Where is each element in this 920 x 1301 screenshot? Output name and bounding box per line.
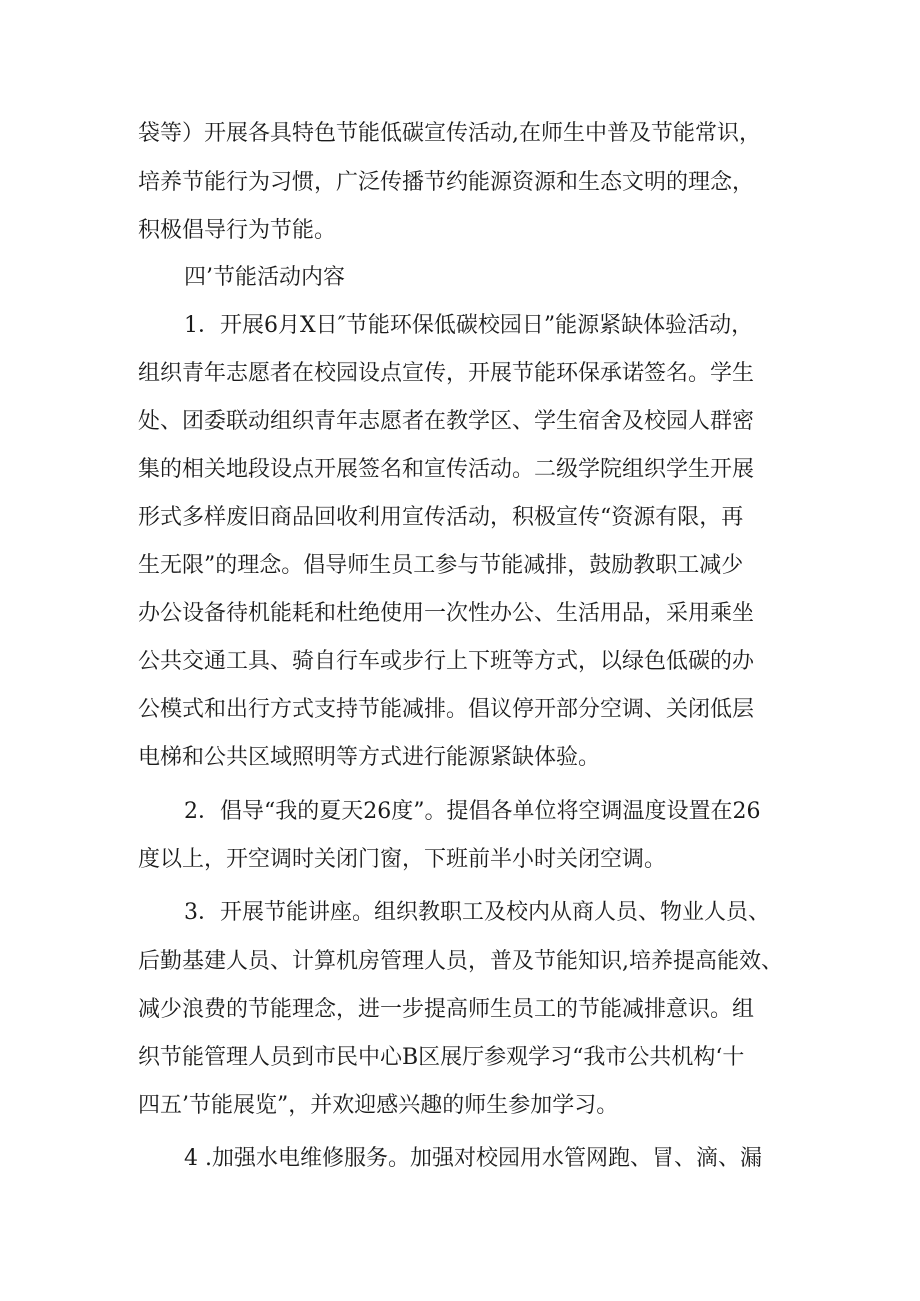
intro-line-3: 积极倡导行为节能。 (138, 218, 337, 243)
item-4-line-1: 4 .加强水电维修服务。加强对校园用水管网跑、冒、滴、漏 (184, 1146, 762, 1171)
item-2-line-1: 2．倡导“我的夏天26度”。提倡各单位将空调温度设置在26 (184, 799, 761, 824)
item-1-line-2: 组织青年志愿者在校园设点宣传，开展节能环保承诺签名。学生 (138, 361, 755, 386)
item-1-line-10: 电梯和公共区域照明等方式进行能源紧缺体验。 (138, 745, 601, 770)
item-3-line-5: 四五’节能展览”，并欢迎感兴趣的师生参加学习。 (138, 1093, 619, 1118)
item-1-line-4: 集的相关地段设点开展签名和宣传活动。二级学院组织学生开展 (138, 457, 755, 482)
section-heading: 四’节能活动内容 (184, 265, 345, 290)
item-3-line-3: 减少浪费的节能理念，进一步提高师生员工的节能减排意识。组 (138, 997, 755, 1022)
item-1-line-7: 办公设备待机能耗和杜绝使用一次性办公、生活用品，采用乘坐 (138, 601, 755, 626)
item-1-line-5: 形式多样废旧商品回收利用宣传活动，积极宣传“资源有限，再 (138, 505, 744, 530)
intro-line-2: 培养节能行为习惯，广泛传播节约能源资源和生态文明的理念， (138, 170, 755, 195)
item-3-line-4: 织节能管理人员到市民中心B区展厅参观学习“我市公共机构‘十 (138, 1045, 745, 1070)
item-1-line-9: 公模式和出行方式支持节能减排。倡议停开部分空调、关闭低层 (138, 697, 755, 722)
item-3-line-1: 3．开展节能讲座。组织教职工及校内从商人员、物业人员、 (184, 900, 770, 925)
item-1-line-6: 生无限”的理念。倡导师生员工参与节能减排，鼓励教职工减少 (138, 553, 744, 578)
item-2-line-2: 度以上，开空调时关闭门窗，下班前半小时关闭空调。 (138, 847, 667, 872)
intro-line-1: 袋等）开展各具特色节能低碳宣传活动,在师生中普及节能常识， (138, 121, 761, 146)
item-1-line-1: 1．开展6月X日″节能环保低碳校园日”能源紧缺体验活动， (184, 313, 754, 338)
item-1-line-8: 公共交通工具、骑自行车或步行上下班等方式，以绿色低碳的办 (138, 649, 755, 674)
item-1-line-3: 处、团委联动组织青年志愿者在教学区、学生宿舍及校园人群密 (138, 409, 755, 434)
item-3-line-2: 后勤基建人员、计算机房管理人员，普及节能知识,培养提高能效、 (138, 949, 783, 974)
